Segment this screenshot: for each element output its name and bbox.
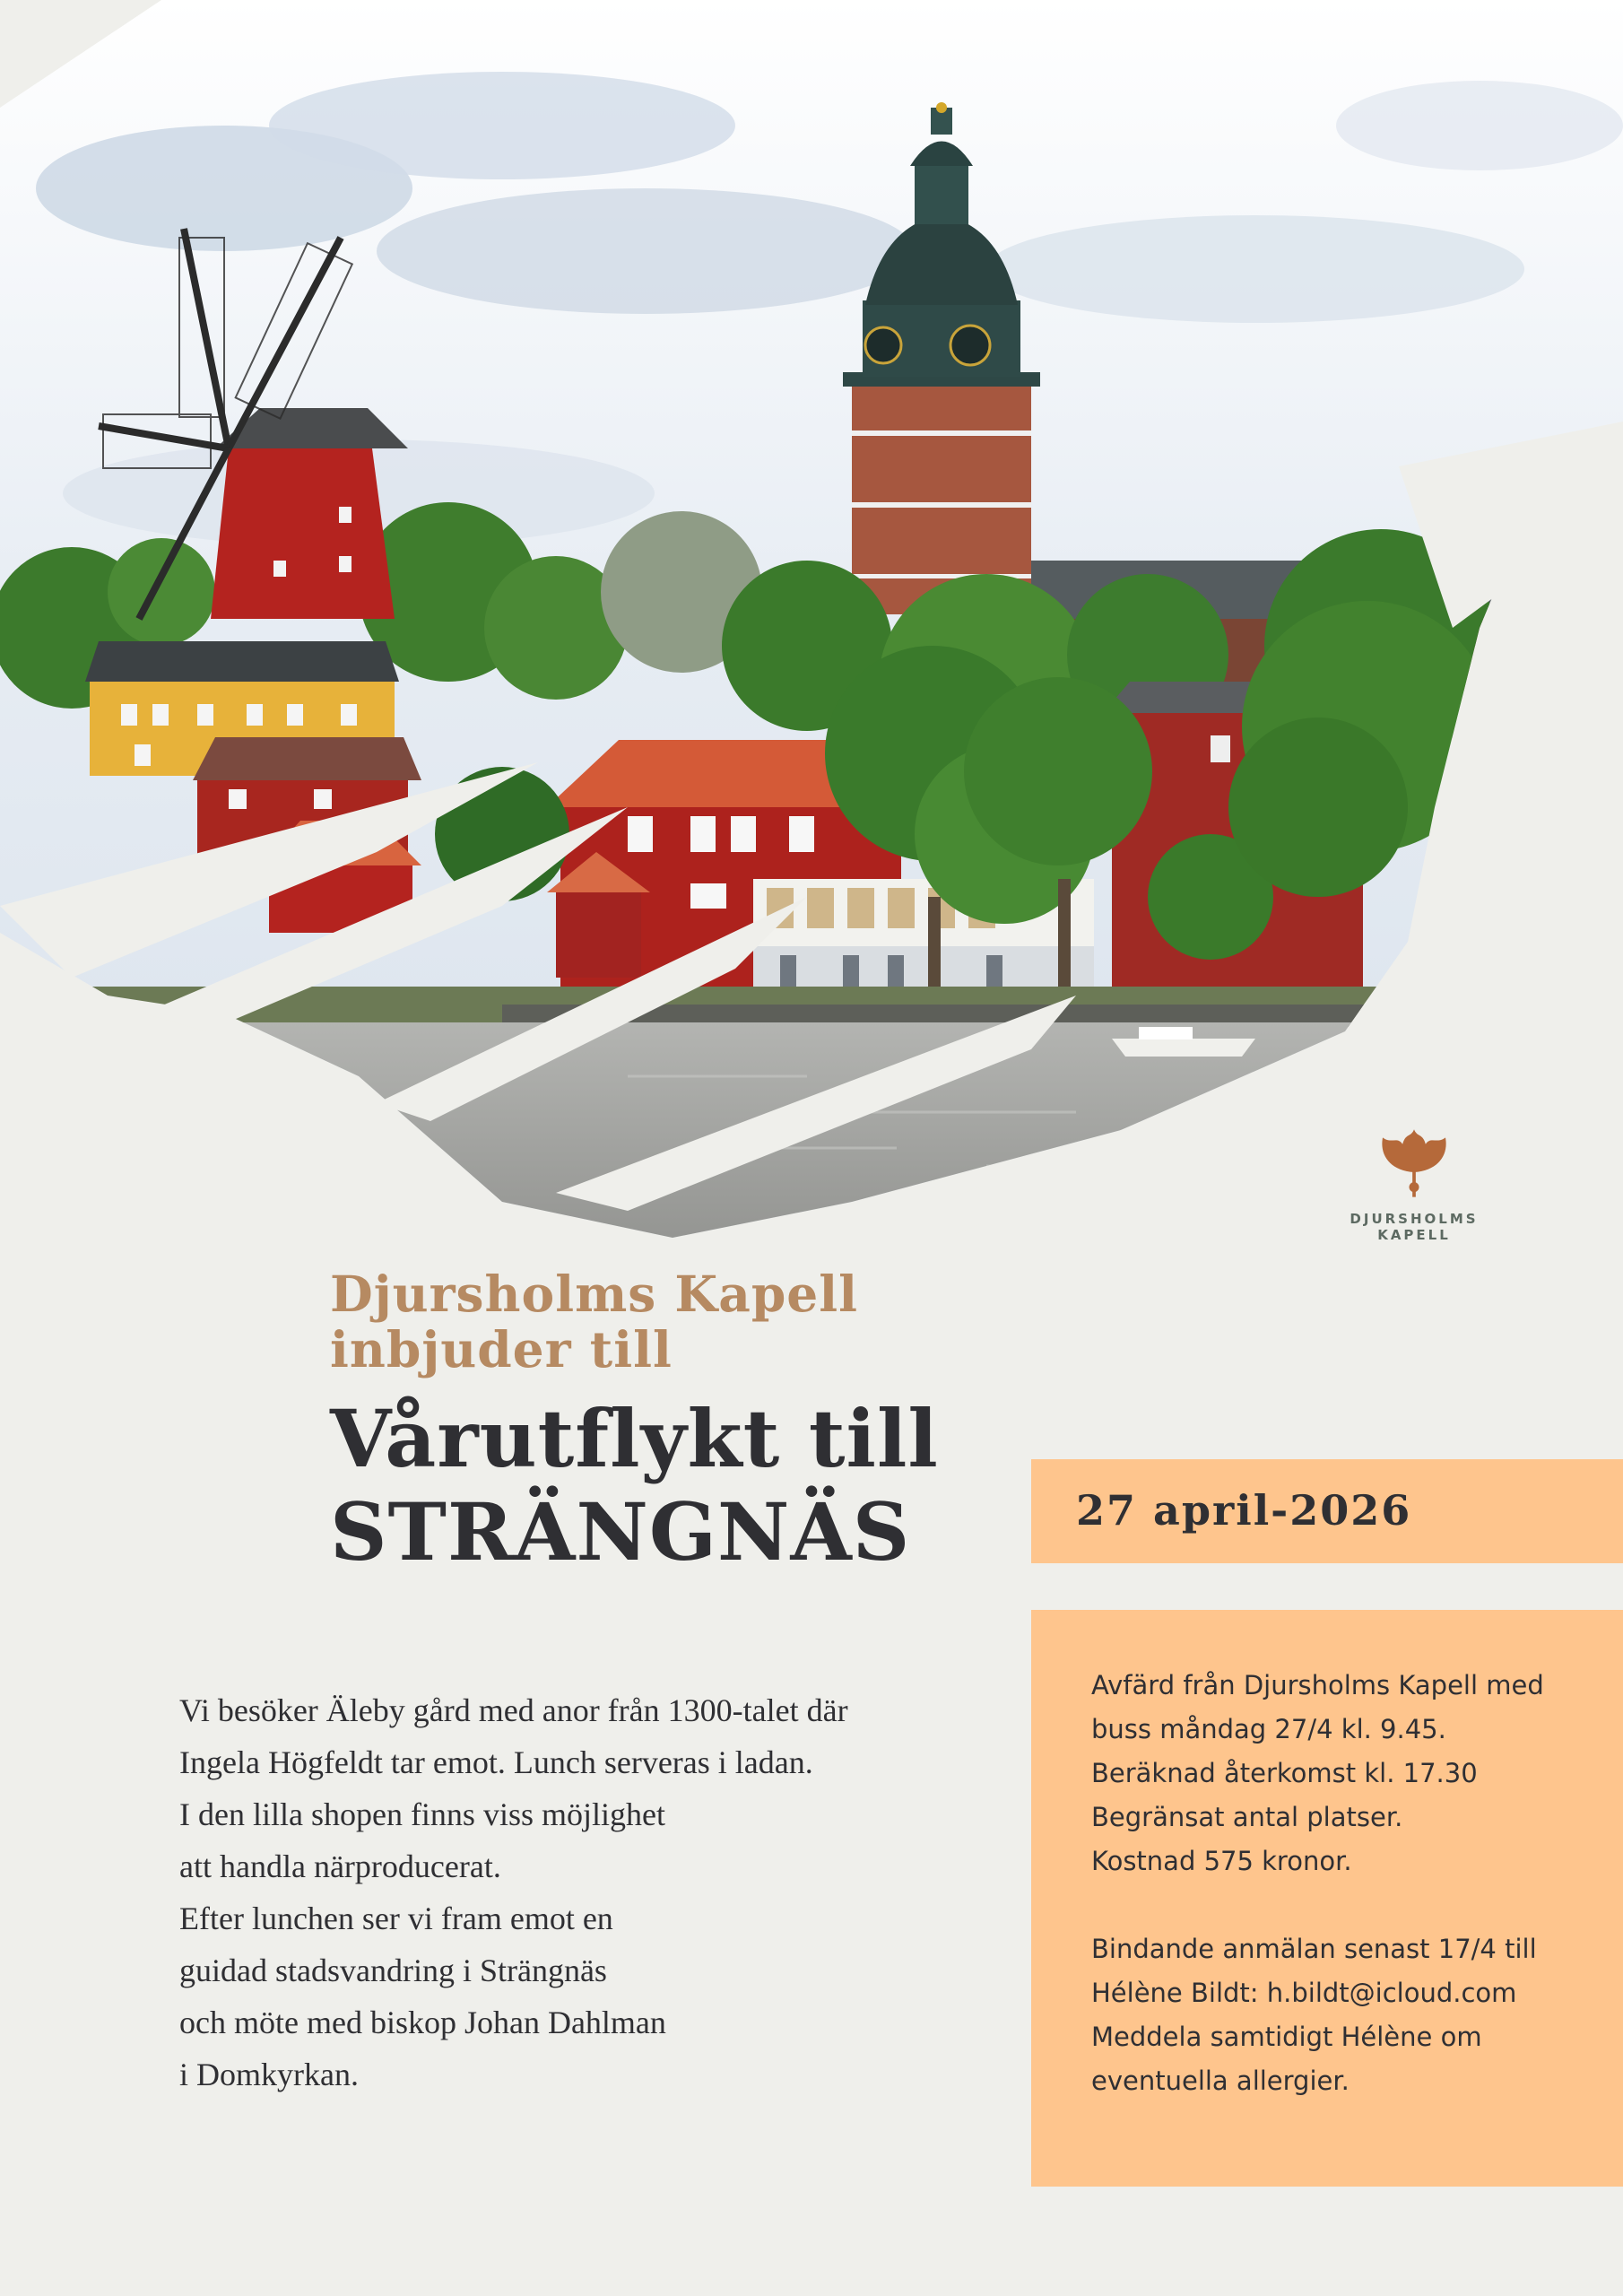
invitation-kicker [330,1266,976,1378]
description-line: i Domkyrkan. [179,2057,359,2092]
event-date: 27 april-2026 [1076,1486,1412,1535]
logo-text: DJURSHOLMS KAPELL [1350,1211,1479,1243]
info-line: Beräknad återkomst kl. 17.30 [1091,1758,1478,1788]
page-title [330,1392,976,1578]
info-text [1091,1664,1611,2103]
info-box [1031,1610,1623,2187]
info-line: buss måndag 27/4 kl. 9.45. [1091,1714,1446,1744]
signup-line: Bindande anmälan senast 17/4 till [1091,1934,1537,1964]
info-line: Kostnad 575 kronor. [1091,1846,1352,1876]
ginkgo-leaf-icon [1373,1121,1455,1204]
signup-line: eventuella allergier. [1091,2066,1350,2096]
date-box [1031,1459,1623,1563]
signup-line: Hélène Bildt: h.bildt@icloud.com [1091,1978,1517,2008]
info-line: Avfärd från Djursholms Kapell med [1091,1670,1544,1700]
logo [1311,1121,1517,1243]
description-line: och möte med biskop Johan Dahlman [179,2005,666,2040]
description-line: guidad stadsvandring i Strängnäs [179,1952,607,1988]
title-line-2: STRÄNGNÄS [330,1485,911,1578]
kicker-line-2: inbjuder till [330,1320,673,1378]
description-line: Vi besöker Äleby gård med anor från 1300-talet där [179,1692,848,1728]
description-line: att handla närproducerat. [179,1848,501,1884]
kicker-line-1: Djursholms Kapell [330,1265,859,1323]
info-line: Begränsat antal platser. [1091,1802,1403,1832]
title-line-1: Vårutflykt till [330,1392,939,1485]
signup-line: Meddela samtidigt Hélène om [1091,2022,1482,2052]
description-line: I den lilla shopen finns viss möjlighet [179,1796,665,1832]
description [179,1684,1004,2100]
description-line: Ingela Högfeldt tar emot. Lunch serveras i ladan. [179,1744,813,1780]
description-line: Efter lunchen ser vi fram emot en [179,1900,613,1936]
